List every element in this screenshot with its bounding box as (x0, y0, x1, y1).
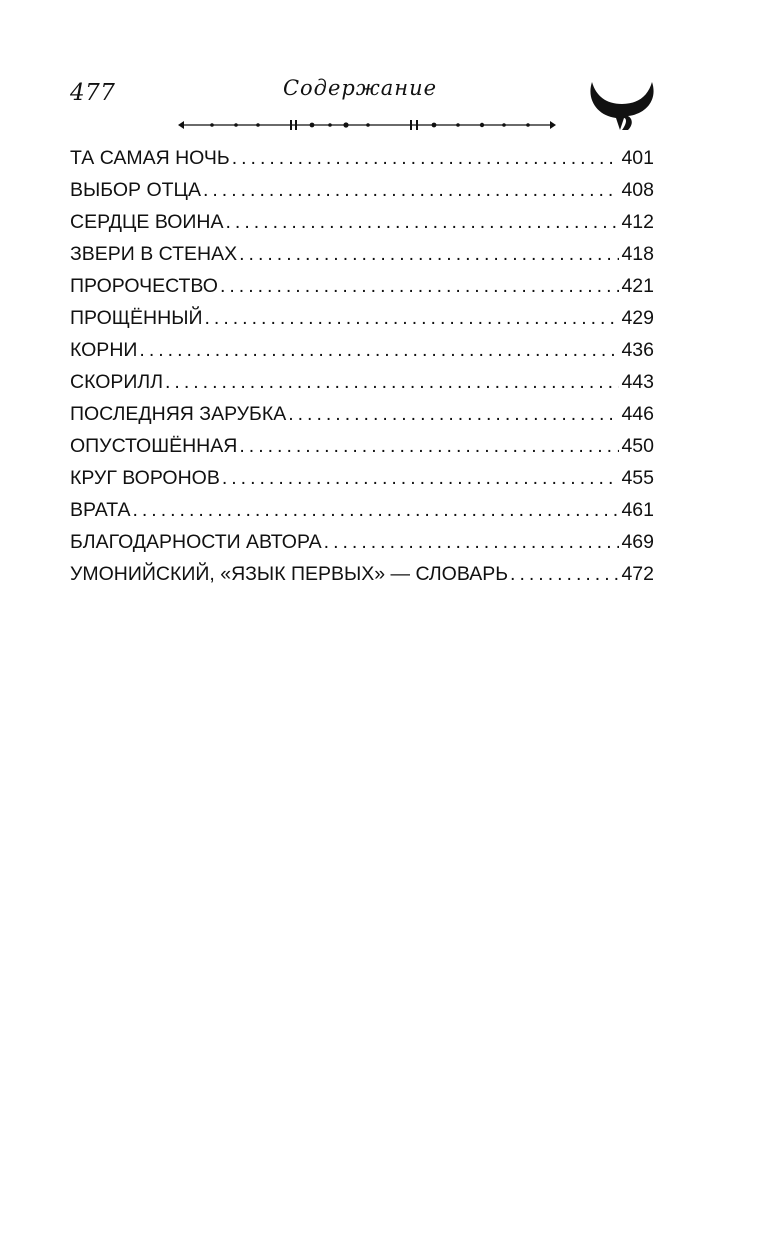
toc-leader-dots (220, 270, 619, 302)
toc-entry-title: ОПУСТОШЁННАЯ (70, 435, 238, 457)
toc-entry-page: 455 (621, 467, 654, 489)
toc-leader-dots (232, 142, 620, 174)
toc-entry-title: КОРНИ (70, 339, 138, 361)
toc-entry-title: ПРОРОЧЕСТВО (70, 275, 218, 297)
toc-entry-title: ВРАТА (70, 499, 131, 521)
toc-entry-page: 429 (621, 307, 654, 329)
toc-entry[interactable] (70, 238, 654, 270)
toc-leader-dots (510, 558, 619, 590)
toc-entry-page: 418 (621, 243, 654, 265)
toc-entry[interactable] (70, 526, 654, 558)
toc-entry[interactable] (70, 462, 654, 494)
toc-leader-dots (225, 206, 619, 238)
toc-entry[interactable] (70, 558, 654, 590)
toc-leader-dots (324, 526, 620, 558)
toc-entry-title: БЛАГОДАРНОСТИ АВТОРА (70, 531, 322, 553)
toc-entry-title: КРУГ ВОРОНОВ (70, 467, 220, 489)
toc-entry[interactable] (70, 334, 654, 366)
toc-entry-title: ВЫБОР ОТЦА (70, 179, 201, 201)
toc-entry-page: 461 (621, 499, 654, 521)
toc-leader-dots (222, 462, 620, 494)
toc-entry[interactable] (70, 302, 654, 334)
toc-leader-dots (139, 334, 619, 366)
toc-entry-title: ПРОЩЁННЫЙ (70, 307, 203, 329)
toc-entry[interactable] (70, 494, 654, 526)
toc-leader-dots (165, 366, 619, 398)
toc-entry-title: УМОНИЙСКИЙ, «ЯЗЫК ПЕРВЫХ» — СЛОВАРЬ (70, 563, 509, 585)
toc-entry-title: ТА САМАЯ НОЧЬ (70, 147, 230, 169)
toc-entry-title: СЕРДЦЕ ВОИНА (70, 211, 224, 233)
toc-entry-title: СКОРИЛЛ (70, 371, 164, 393)
toc-entry-page: 436 (621, 339, 654, 361)
table-of-contents (70, 142, 654, 590)
toc-entry[interactable] (70, 142, 654, 174)
toc-entry[interactable] (70, 174, 654, 206)
toc-entry[interactable] (70, 206, 654, 238)
toc-entry-page: 472 (621, 563, 654, 585)
toc-entry[interactable] (70, 270, 654, 302)
toc-entry-page: 469 (621, 531, 654, 553)
ornamental-divider-icon (178, 117, 556, 133)
toc-leader-dots (203, 174, 620, 206)
toc-leader-dots (132, 494, 619, 526)
toc-entry-page: 443 (621, 371, 654, 393)
toc-entry[interactable] (70, 366, 654, 398)
toc-entry-page: 401 (621, 147, 654, 169)
toc-leader-dots (205, 302, 620, 334)
toc-leader-dots (239, 430, 619, 462)
toc-entry-page: 446 (621, 403, 654, 425)
toc-entry-title: ЗВЕРИ В СТЕНАХ (70, 243, 238, 265)
toc-entry-page: 421 (621, 275, 654, 297)
horns-emblem-icon (586, 80, 658, 132)
toc-leader-dots (288, 398, 619, 430)
toc-entry-title: ПОСЛЕДНЯЯ ЗАРУБКА (70, 403, 287, 425)
toc-leader-dots (239, 238, 619, 270)
toc-entry-page: 408 (621, 179, 654, 201)
toc-entry[interactable] (70, 430, 654, 462)
page-number: 477 (70, 80, 116, 106)
toc-entry[interactable] (70, 398, 654, 430)
running-title: Содержание (282, 76, 438, 100)
toc-entry-page: 412 (621, 211, 654, 233)
toc-entry-page: 450 (621, 435, 654, 457)
